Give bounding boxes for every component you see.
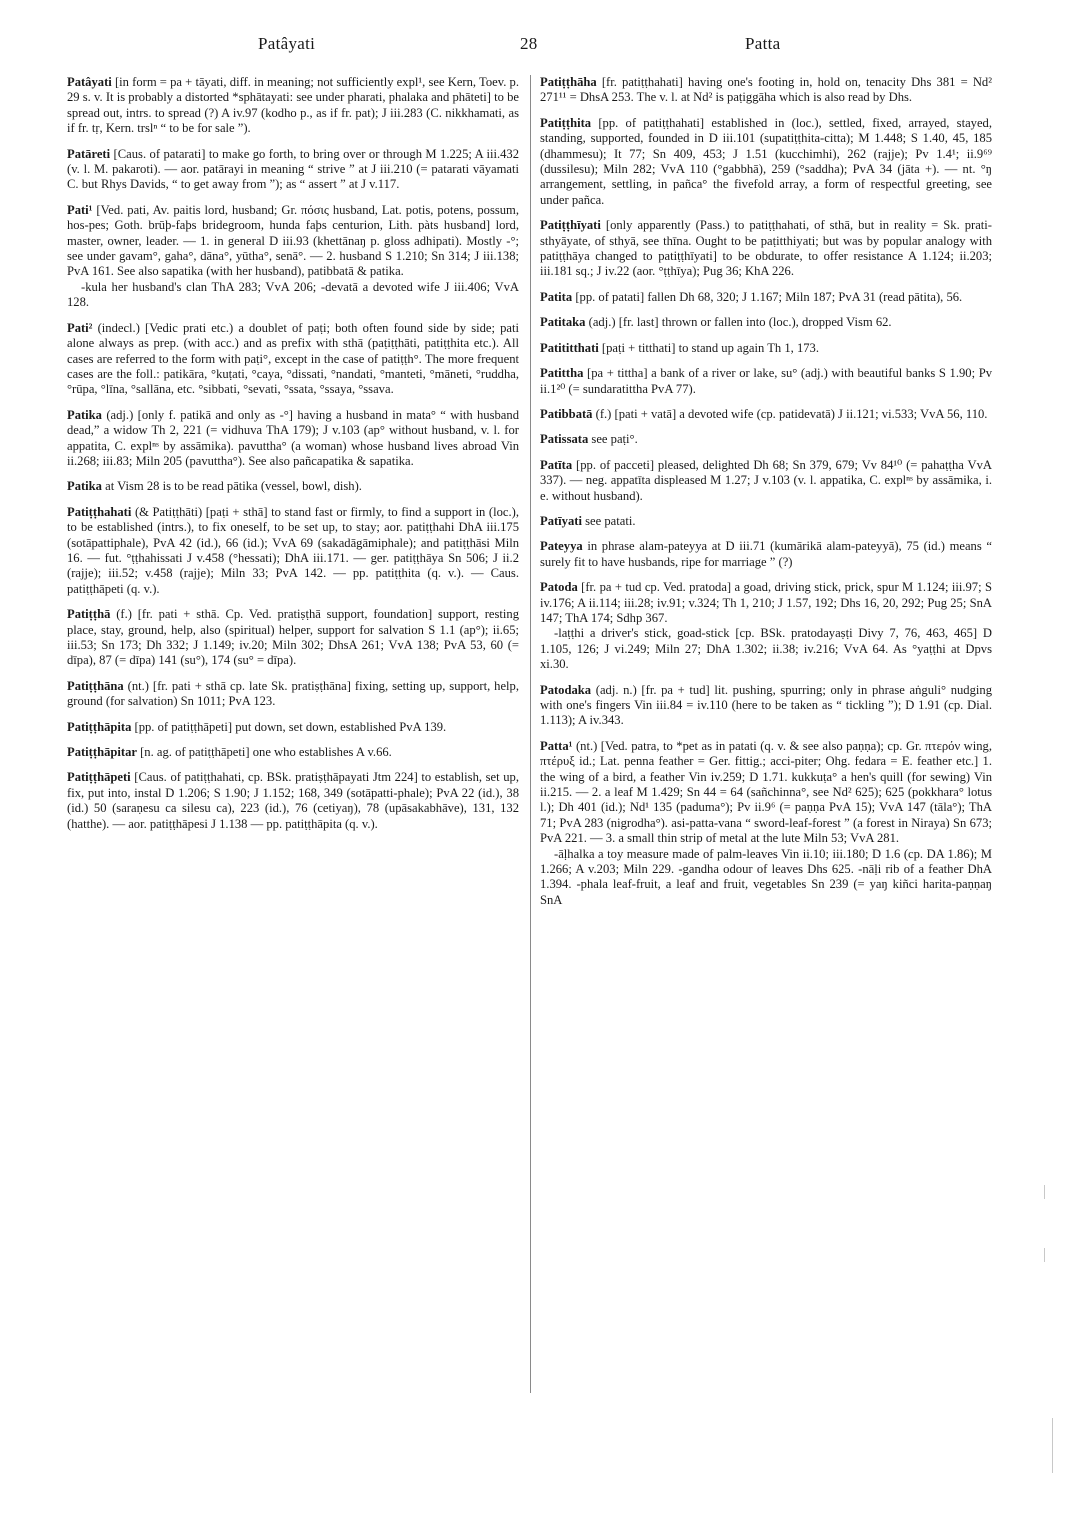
headword: Patissata [540,432,589,447]
entry-definition: (f.) [fr. pati + sthā. Cp. Ved. pratiṣṭhā support, foundation] support, resting place, stay, ground, help, also (spiritual) helper, support for salvation S 1.1 (ap°); ii.65; iii.53; Sn 173; Dh 332; J 1.149; iv.20; Miln 302; DhsA 261; VvA 138; PvA 53, 60 (= dīpa), 87 (= dīpa) 141 (su°), 174 (su° = dīpa). [67,607,519,668]
running-head-left-word: Patâyati [258,34,316,53]
dictionary-entry [67,203,519,280]
dictionary-entry [67,745,519,760]
entry-definition: (adj. n.) [fr. pa + tud] lit. pushing, spurring; only in phrase aṅguli° nudging with one's fingers Vin iii.84 = iv.110 (here to be taken as “ tickling ”); D 1.91 (cp. Dial. 1.113); A iv.343. [540,682,992,728]
entry-definition: (& Patiṭṭhāti) [paṭi + sthā] to stand fast or firmly, to find a support in (loc.), to be established (intrs.), to fix oneself, to be set up, to stay; aor. patiṭṭhahi DhA iii.175 (sotāpattiphale), PvA 42 (id.), 66 (id.); VvA 69 (sakadāgāmiphale); and patiṭṭhāsi Miln 16. — fut. °ṭṭhahissati J v.458 (°hessati); DhA iii.171. — ger. patiṭṭhāya Sn 506; J ii.2 (rajje); iii.52; v.458 (rajje); Miln 33; PvA 142. — pp. patiṭṭhita (q. v.). — Caus. patiṭṭhāpeti (q. v.). [67,504,519,596]
entry-definition: (indecl.) [Vedic prati etc.) a doublet of paṭi; both often found side by side; pati alone always as prep. (with acc.) and as prefix with sthā (paṭiṭṭhāti, patiṭṭhita etc.). All cases are referred to the form with paṭi°, except in the case of patiṭṭh°. The more frequent cases are the foll.: patikāra, °kuṭati, °caya, °dissati, °nandati, °manteti, °māneti, °ruddha, °rūpa, °līna, °sallāna, etc. °sibbati, °sevati, °ssata, °ssaya, °ssava. [67,320,519,397]
headword: Patitaka [540,315,586,330]
entry-definition: (adj.) [only f. patikā and only as -°] having a husband in mata° “ with husband dead,” a widow Th 2, 221 (= vidhuva ThA 179); J v.103 (ap° without husband, v. l. for appatita, C. explⁿˢ by assāmika). pavuttha° (a woman) whose husband lives abroad Vin ii.268; iii.83; Miln 205 (pavuttha°). See also pañcapatika & sapatika. [67,407,519,468]
headword: Patta¹ [540,738,573,753]
headword: Patittha [540,366,584,381]
headword: Patīyati [540,513,582,528]
headword: Patititthati [540,340,599,355]
headword: Patika [67,479,102,494]
headword: Patīta [540,457,573,472]
entry-definition: (nt.) [fr. pati + sthā cp. late Sk. pratiṣṭhāna] fixing, setting up, support, help, ground (for salvation) Sn 1011; PvA 123. [67,678,519,709]
dictionary-entry [67,147,519,193]
headword: Patiṭṭhahati [67,504,132,519]
headword: Patiṭṭhā [67,607,111,622]
entry-definition: see patati. [581,513,636,528]
column-divider [530,75,531,1393]
headword: Pati² [67,320,93,335]
entry-definition: [pp. of patiṭṭhahati] established in (loc.), settled, fixed, arrayed, stayed, standing, supported, founded in D iii.101 (supatiṭṭhita-citta); M 1.448; S 1.40, 45, 185 (dhammesu); It 77; Sn 409, 453; J 1.51 (kucchimhi), 262 (rajje); Pv 1.4¹; ii.9⁶⁹ (dussilesu); Miln 282; VvA 110 (°gabbhā), 259 (°saddha); PvA 34 (jāta +). — nt. °ŋ arrangement, settling, in pañca° the fivefold array, a form of respectful greeting, see under pañca. [540,115,992,207]
entry-definition: [paṭi + titthati] to stand up again Th 1, 173. [598,340,819,355]
entry-definition: -āḷhalka a toy measure made of palm-leaves Vin ii.10; iii.180; D 1.6 (cp. DA 1.86); M 1.266; A v.203; Miln 229. -gandha odour of leaves Dhs 625. -nāḷi rib of a feather DhA 1.394. -phala leaf-fruit, a leaf and fruit, vegetables Sn 239 (= yaŋ kiñci harita-paṇṇaŋ SnA [540,846,992,907]
dictionary-entry [540,539,992,570]
dictionary-entry [540,218,992,280]
dictionary-entry [67,770,519,832]
headword: Patiṭṭhāpitar [67,745,137,760]
dictionary-entry [540,75,992,106]
headword: Patiṭṭhāpeti [67,770,131,785]
entry-definition: [pp. of pacceti] pleased, delighted Dh 68; Sn 379, 679; Vv 84¹⁰ (= pahaṭṭha VvA 337). — neg. appatīta displeased M 1.27; J v.103 (v. l. appatika, C. explⁿˢ by assāmika, i. e. without husband). [540,457,992,503]
dictionary-entry [540,739,992,847]
headword: Patiṭṭhāna [67,678,124,693]
headword: Patibbatā [540,406,593,421]
dictionary-entry [67,505,519,597]
dictionary-entry [67,720,519,735]
dictionary-entry [540,315,992,330]
entry-definition: [pp. of patati] fallen Dh 68, 320; J 1.167; Miln 187; PvA 31 (read pātita), 56. [572,289,963,304]
entry-definition: [fr. pa + tud cp. Ved. pratoda] a goad, driving stick, prick, spur M 1.124; iii.97; S iv.176; A ii.114; iii.28; iv.91; v.324; Th 1, 210; J 1.57, 192; Dhs 16, 20, 292; Pug 25; SnA 147; ThA 174; Sdhp 367. [540,580,992,625]
dictionary-entry [540,580,992,626]
dictionary-entry [540,458,992,504]
dictionary-entry [67,679,519,710]
headword: Pati¹ [67,202,93,217]
headword: Patoda [540,580,578,595]
headword: Patita [540,289,573,304]
running-head-right-word: Patta [745,34,781,53]
entry-definition: [pa + tittha] a bank of a river or lake, su° (adj.) with beautiful banks S 1.90; Pv ii.1²⁰ (= sundaratittha PvA 77). [540,366,992,396]
dictionary-subentry [540,847,992,909]
entry-definition: [in form = pa + tāyati, diff. in meaning; not sufficiently expl¹, see Kern, Toev. p. 29 s. v. It is probably a distorted *sphātayati: see under pharati, phalaka and phāteti] to be spread out, intrs. to spread (?) A iv.97 (kodho p., as if fr. pat); J iii.283 (C. nikkhamati, as if fr. tṛ, Kern. trslⁿ “ to be for sale ”). [67,75,519,136]
entry-definition: see paṭi°. [588,432,638,447]
headword: Patodaka [540,682,592,697]
right-column [540,75,992,918]
dictionary-entry [540,366,992,397]
entry-definition: [pp. of patiṭṭhāpeti] put down, set down, established PvA 139. [131,719,447,734]
dictionary-subentry [67,280,519,311]
headword: Patiṭṭhāpita [67,719,132,734]
entry-definition: (f.) [pati + vatā] a devoted wife (cp. patidevatā) J ii.121; vi.533; VvA 56, 110. [592,406,988,421]
entry-definition: at Vism 28 is to be read pātika (vessel, bowl, dish). [101,479,362,494]
headword: Patika [67,407,102,422]
headword: Patiṭṭhita [540,115,592,130]
margin-mark [1044,1185,1045,1199]
entry-definition: [n. ag. of patiṭṭhāpeti] one who establishes A v.66. [136,745,392,760]
margin-mark [1052,1418,1053,1473]
entry-definition: (nt.) [Ved. patra, to *pet as in patati (q. v. & see also paṇṇa); cp. Gr. πτερόν wing, πτέρυξ id.; Lat. penna feather = Ger. fittig.; acci-piter; Ohg. fedara = E. feather etc.] 1. the wing of a bird, a feather Vin iv.259; D 1.71. kukkuṭa° a hen's quill (for sewing) Vin ii.215. — 2. a leaf M 1.429; Sn 44 = 64 (sañchinna°, see Nd² 625); 625 (pokkhara° lotus l.); Dh 401 (id.); Nd¹ 135 (paduma°); Pv ii.9⁶ (= paṇṇa PvA 15); VvA 147 (tāla°); ThA 71; PvA 283 (nigrodha°). asi-patta-vana “ sword-leaf-forest ” (a forest in Niraya) Sn 673; PvA 221. — 3. a small thin strip of metal at the lute Miln 53; VvA 281. [540,738,992,846]
dictionary-entry [67,607,519,669]
running-head [0,34,1073,58]
dictionary-entry [67,408,519,470]
dictionary-entry [540,290,992,305]
dictionary-entry [540,341,992,356]
left-column [67,75,519,842]
margin-mark [1044,1248,1045,1262]
entry-definition: -laṭṭhi a driver's stick, goad-stick [cp. BSk. pratodayaṣṭi Divy 7, 76, 463, 465] D 1.105, 126; J vi.249; Miln 27; DhA 1.302; ii.38; iv.216; VvA 64. As °yaṭṭhi at Dpvs xi.30. [540,626,992,672]
dictionary-entry [67,321,519,398]
headword: Patāreti [67,146,111,161]
entry-definition: [Caus. of patiṭṭhahati, cp. BSk. pratiṣṭhāpayati Jtm 224] to establish, set up, fix, put into, instal D 1.206; S 1.90; J 1.152; 168, 349 (sotāpatti-phale); PvA 22 (id.), 38 (id.) 50 (saraṇesu ca silesu ca), 223 (id.), 76 (cetiyaŋ), 78 (upāsakabhāve), 131, 132 (hatthe). — aor. patiṭṭhāpesi J 1.138 — pp. patiṭṭhāpita (q. v.). [67,770,519,831]
entry-definition: [fr. patiṭṭhahati] having one's footing in, hold on, tenacity Dhs 381 = Nd² 271¹¹ = DhsA 253. The v. l. at Nd² is paṭiggāha which is also read by Dhs. [540,75,992,105]
dictionary-entry [67,479,519,494]
entry-definition: in phrase alam-pateyya at D iii.71 (kumārikā alam-pateyyā), 75 (id.) means “ surely fit to have husbands, ripe for marriage ” (?) [540,539,992,569]
dictionary-entry [540,514,992,529]
entry-definition: -kula her husband's clan ThA 283; VvA 206; -devatā a devoted wife J iii.406; VvA 128. [67,279,519,310]
entry-definition: [Ved. pati, Av. paitis lord, husband; Gr. πόσις husband, Lat. potis, potens, possum, hos-pes; Goth. brūþ-faþs bridegroom, hunda faþs centurion, Lith. pàts husband] lord, master, owner, leader. — 1. in general D iii.93 (khettānaŋ p. gloss adhipati). Mostly -°; see under gavam°, gaha°, dāna°, yūtha°, senā°. — 2. husband S 1.210; Sn 314; J iii.138; PvA 161. See also sapatika (with her husband), patibbatā & patika. [67,202,519,279]
headword: Patâyati [67,75,112,89]
headword: Pateyya [540,539,583,554]
dictionary-subentry [540,626,992,672]
entry-definition: (adj.) [fr. last] thrown or fallen into (loc.), dropped Vism 62. [585,315,892,330]
headword: Patiṭṭhāha [540,75,597,89]
dictionary-entry [540,683,992,729]
dictionary-entry [540,432,992,447]
entry-definition: [only apparently (Pass.) to patiṭṭhahati, of sthā, but in reality = Sk. prati-sthyāyate, of sthyā, see thīna. Ought to be paṭitthiyati; but was by popular analogy with patiṭṭhāya changed to patiṭṭhīyati] to be obdurate, to offer resistance A 1.124; ii.203; iii.181 sq.; J iv.22 (aor. °ṭṭhīya); Pug 36; KhA 226. [540,218,992,279]
dictionary-entry [540,116,992,208]
dictionary-entry [540,407,992,422]
headword: Patiṭṭhīyati [540,218,601,233]
page-number: 28 [520,34,538,53]
entry-definition: [Caus. of patarati] to make go forth, to bring over or through M 1.225; A iii.432 (v. l. M. pakaroti). — aor. patārayi in meaning “ strive ” at J iii.210 (= patarati vāyamati C. but Rhys Davids, “ to get away from ”); as “ assert ” at J v.117. [67,146,519,192]
dictionary-entry [67,75,519,137]
